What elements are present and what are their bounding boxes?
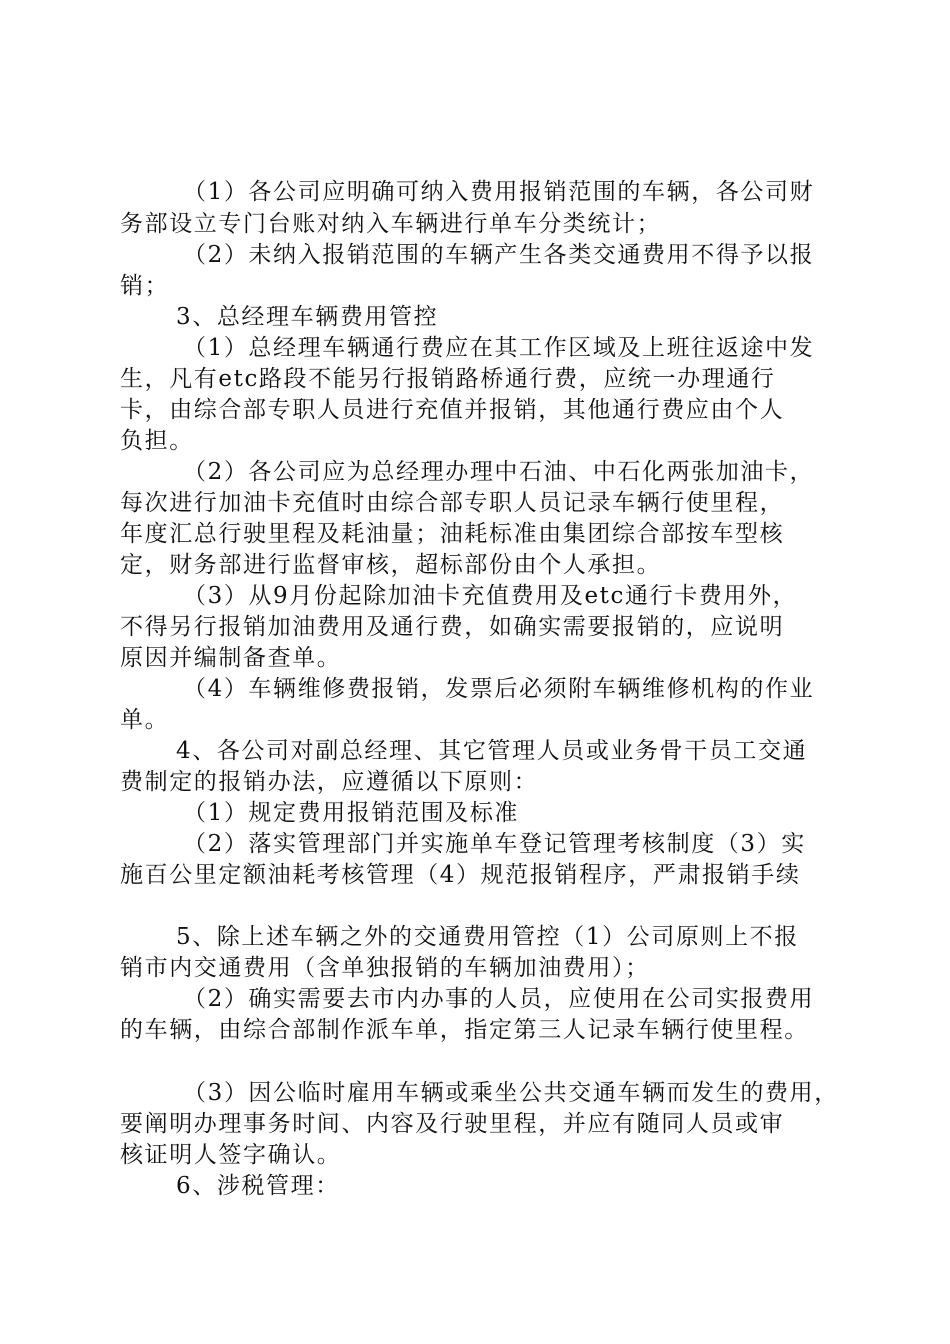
- text-line: 单。: [120, 707, 170, 733]
- text-line: （4）车辆维修费报销，发票后必须附车辆维修机构的作业: [183, 676, 815, 702]
- text-line: 核证明人签字确认。: [120, 1142, 342, 1168]
- text-line: （1）各公司应明确可纳入费用报销范围的车辆，各公司财: [183, 179, 815, 205]
- text-line: 卡，由综合部专职人员进行充值并报销，其他通行费应由个人: [120, 397, 785, 423]
- text-line: 定，财务部进行监督审核，超标部份由个人承担。: [120, 552, 662, 578]
- section-heading: 3、总经理车辆费用管控: [176, 304, 439, 330]
- text-line: 每次进行加油卡充值时由综合部专职人员记录车辆行使里程，: [120, 490, 785, 516]
- section-heading: 5、除上述车辆之外的交通费用管控（1）公司原则上不报: [176, 924, 799, 950]
- text-line: （2）落实管理部门并实施单车登记管理考核制度（3）实: [183, 831, 806, 857]
- text-line: 施百公里定额油耗考核管理（4）规范报销程序，严肃报销手续: [120, 862, 801, 888]
- text-line: 务部设立专门台账对纳入车辆进行单车分类统计；: [120, 211, 662, 237]
- text-line: 费制定的报销办法，应遵循以下原则：: [120, 769, 539, 795]
- section-heading: 6、涉税管理：: [176, 1173, 340, 1199]
- text-line: 负担。: [120, 428, 194, 454]
- section-heading: 4、各公司对副总经理、其它管理人员或业务骨干员工交通: [176, 738, 808, 764]
- text-line: 销；: [120, 273, 170, 299]
- text-line: （3）从9月份起除加油卡充值费用及etc通行卡费用外，: [183, 583, 798, 609]
- text-line: 原因并编制备查单。: [120, 645, 342, 671]
- text-line: （3）因公临时雇用车辆或乘坐公共交通车辆而发生的费用，: [183, 1080, 839, 1106]
- text-line: 不得另行报销加油费用及通行费，如确实需要报销的，应说明: [120, 614, 785, 640]
- text-line: 年度汇总行驶里程及耗油量；油耗标准由集团综合部按车型核: [120, 521, 785, 547]
- text-line: （2）各公司应为总经理办理中石油、中石化两张加油卡，: [183, 459, 815, 485]
- text-line: 生，凡有etc路段不能另行报销路桥通行费，应统一办理通行: [120, 366, 776, 392]
- text-line: （1）规定费用报销范围及标准: [183, 800, 520, 826]
- text-line: （2）确实需要去市内办事的人员，应使用在公司实报费用: [183, 986, 815, 1012]
- text-line: （2）未纳入报销范围的车辆产生各类交通费用不得予以报: [183, 242, 815, 268]
- text-line: 销市内交通费用（含单独报销的车辆加油费用）；: [120, 955, 650, 981]
- text-line: 要阐明办理事务时间、内容及行驶里程，并应有随同人员或审: [120, 1111, 785, 1137]
- text-line: 的车辆，由综合部制作派车单，指定第三人记录车辆行使里程。: [120, 1017, 809, 1043]
- text-line: （1）总经理车辆通行费应在其工作区域及上班往返途中发: [183, 335, 815, 361]
